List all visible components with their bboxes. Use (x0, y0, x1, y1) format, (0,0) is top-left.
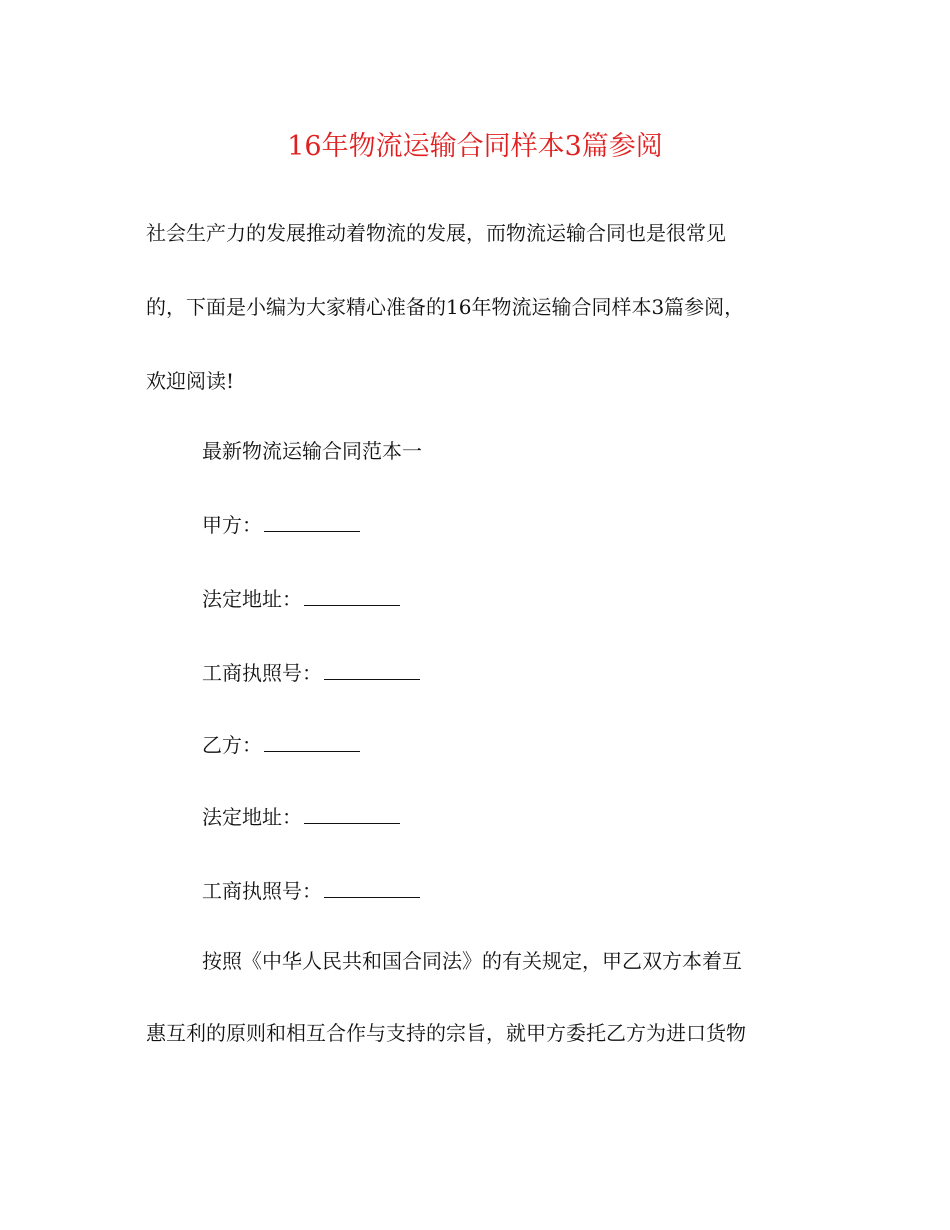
field-party-a (202, 510, 360, 540)
field-label: 工商执照号： (202, 879, 322, 903)
intro-line-1: 社会生产力的发展推动着物流的发展，而物流运输合同也是很常见 (146, 221, 726, 245)
field-label: 工商执照号： (202, 661, 322, 685)
field-party-b (202, 730, 360, 760)
field-label: 甲方： (202, 513, 262, 537)
blank-line (304, 805, 400, 824)
field-label: 法定地址： (202, 587, 302, 611)
field-business-license-a (202, 658, 420, 688)
section-heading: 最新物流运输合同范本一 (202, 439, 422, 463)
intro-line-2: 的，下面是小编为大家精心准备的16年物流运输合同样本3篇参阅， (146, 295, 745, 319)
blank-line (324, 879, 420, 898)
intro-line-3: 欢迎阅读! (146, 369, 235, 393)
field-label: 法定地址： (202, 805, 302, 829)
blank-line (264, 513, 360, 532)
body-line-1: 按照《中华人民共和国合同法》的有关规定，甲乙双方本着互 (202, 949, 742, 973)
blank-line (264, 733, 360, 752)
field-legal-address-a (202, 584, 400, 614)
field-legal-address-b (202, 802, 400, 832)
field-label: 乙方： (202, 733, 262, 757)
blank-line (324, 661, 420, 680)
document-title: 16年物流运输合同样本3篇参阅 (287, 131, 663, 162)
blank-line (304, 587, 400, 606)
field-business-license-b (202, 876, 420, 906)
body-line-2: 惠互利的原则和相互合作与支持的宗旨，就甲方委托乙方为进口货物 (146, 1021, 746, 1045)
